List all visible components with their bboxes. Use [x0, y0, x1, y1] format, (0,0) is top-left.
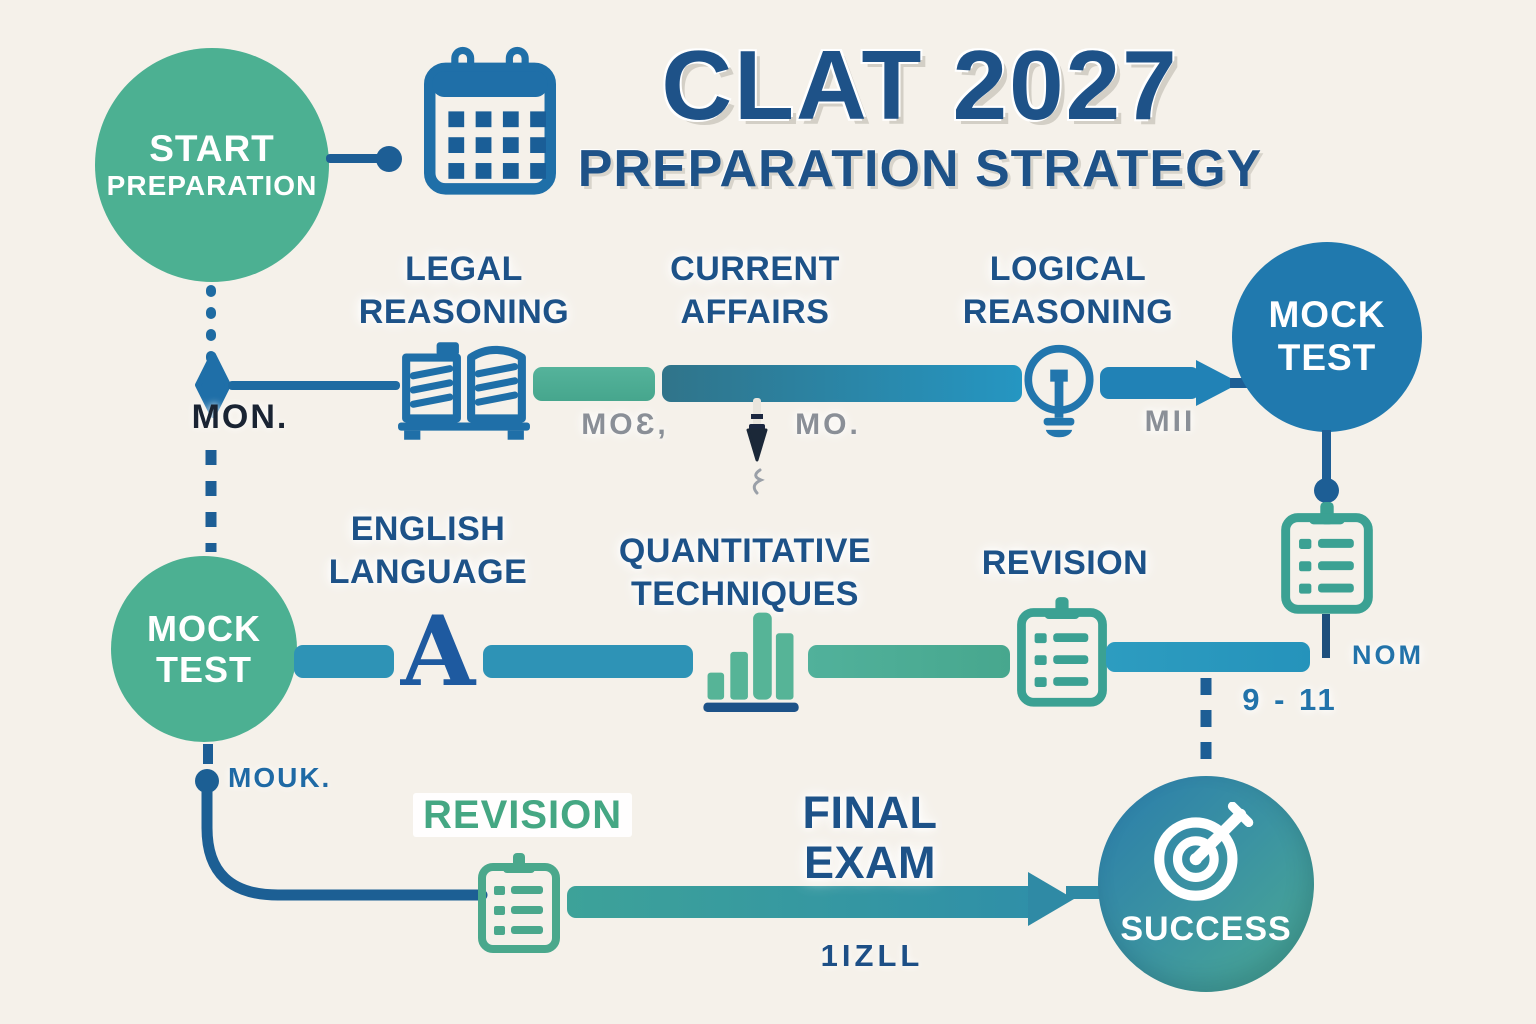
- logical-line1: LOGICAL: [989, 250, 1147, 288]
- legal-line1: LEGAL: [405, 250, 523, 288]
- clipboard-icon: [1280, 502, 1374, 616]
- english-line1: ENGLISH: [350, 510, 506, 548]
- label-revision-bottom: [413, 793, 623, 838]
- revision-bottom-text: REVISION: [413, 793, 632, 837]
- current-line1: CURRENT: [670, 250, 840, 288]
- title-block: [565, 30, 1275, 199]
- mock-right-line1: MOCK: [1268, 294, 1386, 336]
- calendar-icon: [424, 44, 556, 196]
- legal-line2: REASONING: [358, 292, 570, 331]
- label-final-exam: [766, 788, 974, 889]
- row1-bar-blue: [1100, 367, 1200, 399]
- tick-mouk: MOUK.: [228, 762, 332, 793]
- mock-left-line1: MOCK: [147, 607, 261, 649]
- start-node-line2: PREPARATION: [106, 170, 318, 202]
- plumb-pin-icon: [744, 398, 770, 498]
- row1-bar-teal: [662, 365, 1022, 402]
- row2-bar-2: [483, 645, 693, 678]
- mock-right-line2: TEST: [1277, 337, 1377, 378]
- open-book-icon: [396, 336, 532, 444]
- label-legal-reasoning: [348, 248, 580, 334]
- clipboard-right-stem: [1322, 614, 1330, 658]
- bar-chart-icon: [698, 596, 802, 712]
- target-icon: [1147, 802, 1265, 904]
- success-node: [1098, 776, 1314, 992]
- tick-nom: NOM: [1352, 640, 1424, 670]
- row2-bar-1: [294, 645, 394, 678]
- page-title: CLAT 2027: [661, 30, 1179, 140]
- tick-9-11: 9 - 11: [1242, 682, 1338, 717]
- tick-mo: MO.: [795, 408, 861, 441]
- current-line2: AFFAIRS: [680, 292, 830, 331]
- mock-test-left-node: [111, 556, 297, 742]
- start-node-line1: START: [149, 127, 275, 169]
- label-english-language: [308, 508, 548, 594]
- tick-mii: MII: [1144, 405, 1196, 438]
- lightbulb-icon: [1020, 340, 1098, 454]
- label-revision-row2: REVISION: [981, 544, 1149, 582]
- start-preparation-node: [95, 48, 329, 282]
- row2-bar-blue: [1106, 642, 1310, 672]
- row3-bar: [567, 886, 1037, 918]
- row3-arrow-right: [1028, 866, 1080, 932]
- final-line2: EXAM: [803, 837, 936, 889]
- label-current-affairs: [640, 248, 870, 334]
- quant-line2: TECHNIQUES: [631, 574, 859, 613]
- label-logical-reasoning: [948, 248, 1188, 334]
- clipboard-icon-row2: [1016, 596, 1108, 710]
- tick-1izll: 1IZLL: [820, 938, 924, 973]
- success-label: SUCCESS: [1120, 909, 1292, 948]
- tick-moe: MOƐ,: [581, 408, 669, 441]
- row2-bar-green: [808, 645, 1010, 678]
- row1-bar-green: [533, 367, 655, 401]
- clipboard-icon-bottom: [477, 852, 561, 956]
- tick-mon: MON.: [191, 398, 289, 436]
- mock-right-dot: [1314, 478, 1339, 503]
- final-line1: FINAL: [802, 787, 938, 838]
- connector-dot: [376, 146, 402, 172]
- dash-below-mock-left: [203, 744, 213, 764]
- page-subtitle: PREPARATION STRATEGY: [577, 139, 1263, 198]
- quant-line1: QUANTITATIVE: [618, 532, 872, 570]
- dashed-line-row1-to-mock-left: [200, 444, 222, 556]
- row1-line-left: [228, 381, 400, 390]
- mock-left-line2: TEST: [155, 649, 252, 690]
- mock-test-right-node: [1232, 242, 1422, 432]
- logical-line2: REASONING: [962, 292, 1174, 331]
- letter-a-icon: A: [400, 595, 476, 708]
- english-line2: LANGUAGE: [328, 552, 528, 591]
- elbow-connector-bottom: [190, 768, 490, 908]
- mock-right-stem: [1322, 430, 1331, 482]
- dashed-line-to-success: [1196, 672, 1216, 770]
